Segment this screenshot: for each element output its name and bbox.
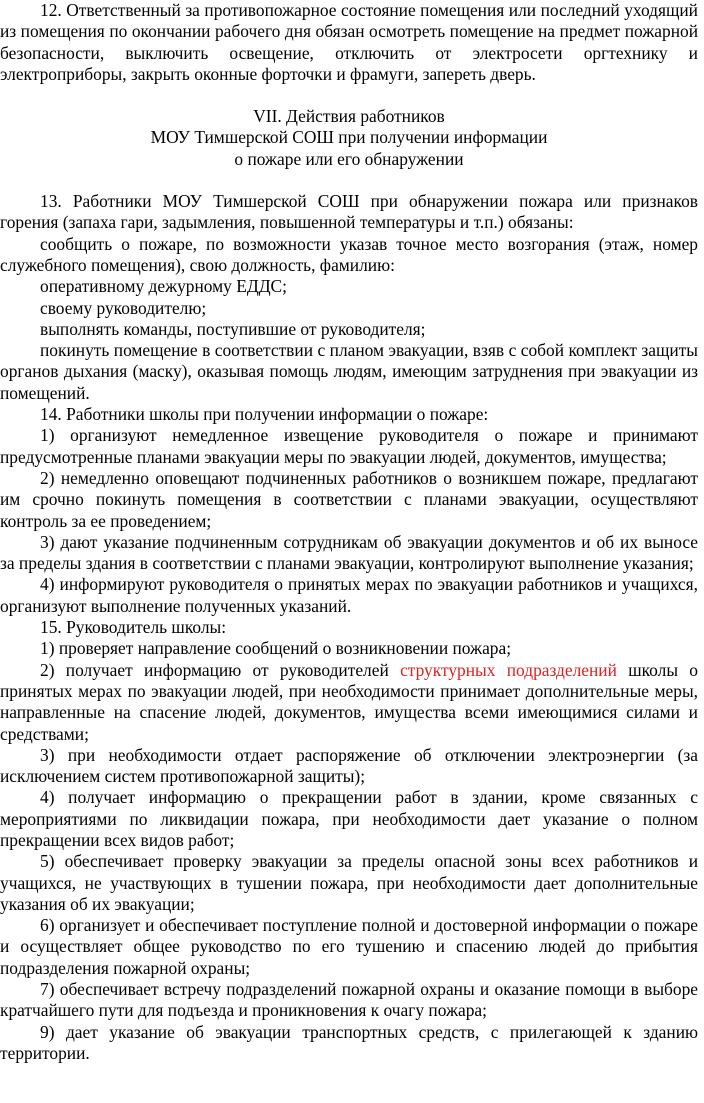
heading-line-1: VII. Действия работников xyxy=(253,106,445,127)
p15-item-2-after: школы о принятых мерах по эвакуации людей, при необходимости принимает дополнительные меры, направленные на спасение людей, документов, имущества всеми имеющимися силами и средствами; xyxy=(0,659,698,744)
highlighted-text: структурных подразделений xyxy=(400,659,617,680)
p15-item-2 xyxy=(0,660,698,745)
p13-item: своему руководителю; xyxy=(40,297,207,318)
p13-item: покинуть помещение в соответствии с планом эвакуации, взяв с собой комплект защиты органов дыхания (маску), оказывая помощь людям, имеющим затруднения при эвакуации из помещений. xyxy=(0,340,698,403)
p13-item: оперативному дежурному ЕДДС; xyxy=(40,276,287,297)
p14-item: 4) информируют руководителя о принятых мерах по эвакуации работников и учащихся, организуют выполнение полученных указаний. xyxy=(0,574,698,616)
paragraph-14: 14. Работники школы при получении информации о пожаре: xyxy=(40,404,489,425)
heading-line-3: о пожаре или его обнаружении xyxy=(234,148,464,169)
paragraph-15: 15. Руководитель школы: xyxy=(40,617,227,638)
p14-item: 1) организуют немедленное извещение руководителя о пожаре и принимают предусмотренные планами эвакуации меры по эвакуации людей, документов, имущества; xyxy=(0,425,698,467)
p15-item: 5) обеспечивает проверку эвакуации за пределы опасной зоны всех работников и учащихся, не участвующих в тушении пожара, при необходимости дает дополнительные указания об их эвакуации; xyxy=(0,851,698,914)
p15-item: 4) получает информацию о прекращении работ в здании, кроме связанных с мероприятиями по ликвидации пожара, при необходимости дает указание о полном прекращении всех видов работ; xyxy=(0,787,698,850)
p15-item: 6) организует и обеспечивает поступление полной и достоверной информации о пожаре и осуществляет общее руководство по его тушению и спасению людей до прибытия подразделения пожарной охраны; xyxy=(0,915,698,978)
p14-item: 2) немедленно оповещают подчиненных работников о возникшем пожаре, предлагают им срочно покинуть помещения в соответствии с планами эвакуации, осуществляют контроль за ее проведением; xyxy=(0,467,698,531)
p15-item-2-before: 2) получает информацию от руководителей xyxy=(40,659,401,680)
p15-item: 7) обеспечивает встречу подразделений пожарной охраны и оказание помощи в выборе кратчайшего пути для подъезда и проникновения к очагу пожара; xyxy=(0,979,698,1021)
p15-item: 3) при необходимости отдает распоряжение об отключении электроэнергии (за исключением систем противопожарной защиты); xyxy=(0,744,698,787)
p13-item: выполнять команды, поступившие от руководителя; xyxy=(40,318,426,339)
heading-line-2: МОУ Тимшерской СОШ при получении информации xyxy=(150,127,548,148)
p15-item: 1) проверяет направление сообщений о возникновении пожара; xyxy=(40,638,512,659)
p14-item: 3) дают указание подчиненным сотрудникам об эвакуации документов и об их выносе за пределы здания в соответствии с планами эвакуации, контролируют выполнение указания; xyxy=(0,531,698,574)
p13-item: сообщить о пожаре, по возможности указав точное место возгорания (этаж, номер служебного помещения), свою должность, фамилию: xyxy=(0,233,698,275)
section-heading xyxy=(0,106,698,170)
p15-item: 9) дает указание об эвакуации транспортных средств, с прилегающей к зданию территории. xyxy=(0,1021,698,1063)
paragraph-12: 12. Ответственный за противопожарное состояние помещения или последний уходящий из помещения по окончании рабочего дня обязан осмотреть помещение на предмет пожарной безопасности, выключить освещение, отключить от электросети оргтехнику и электроприборы, закрыть оконные форточки и фрамуги, запереть дверь. xyxy=(0,0,698,84)
paragraph-13: 13. Работники МОУ Тимшерской СОШ при обнаружении пожара или признаков горения (запаха гари, задымления, повышенной температуры и т.п.) обязаны: xyxy=(0,191,698,233)
